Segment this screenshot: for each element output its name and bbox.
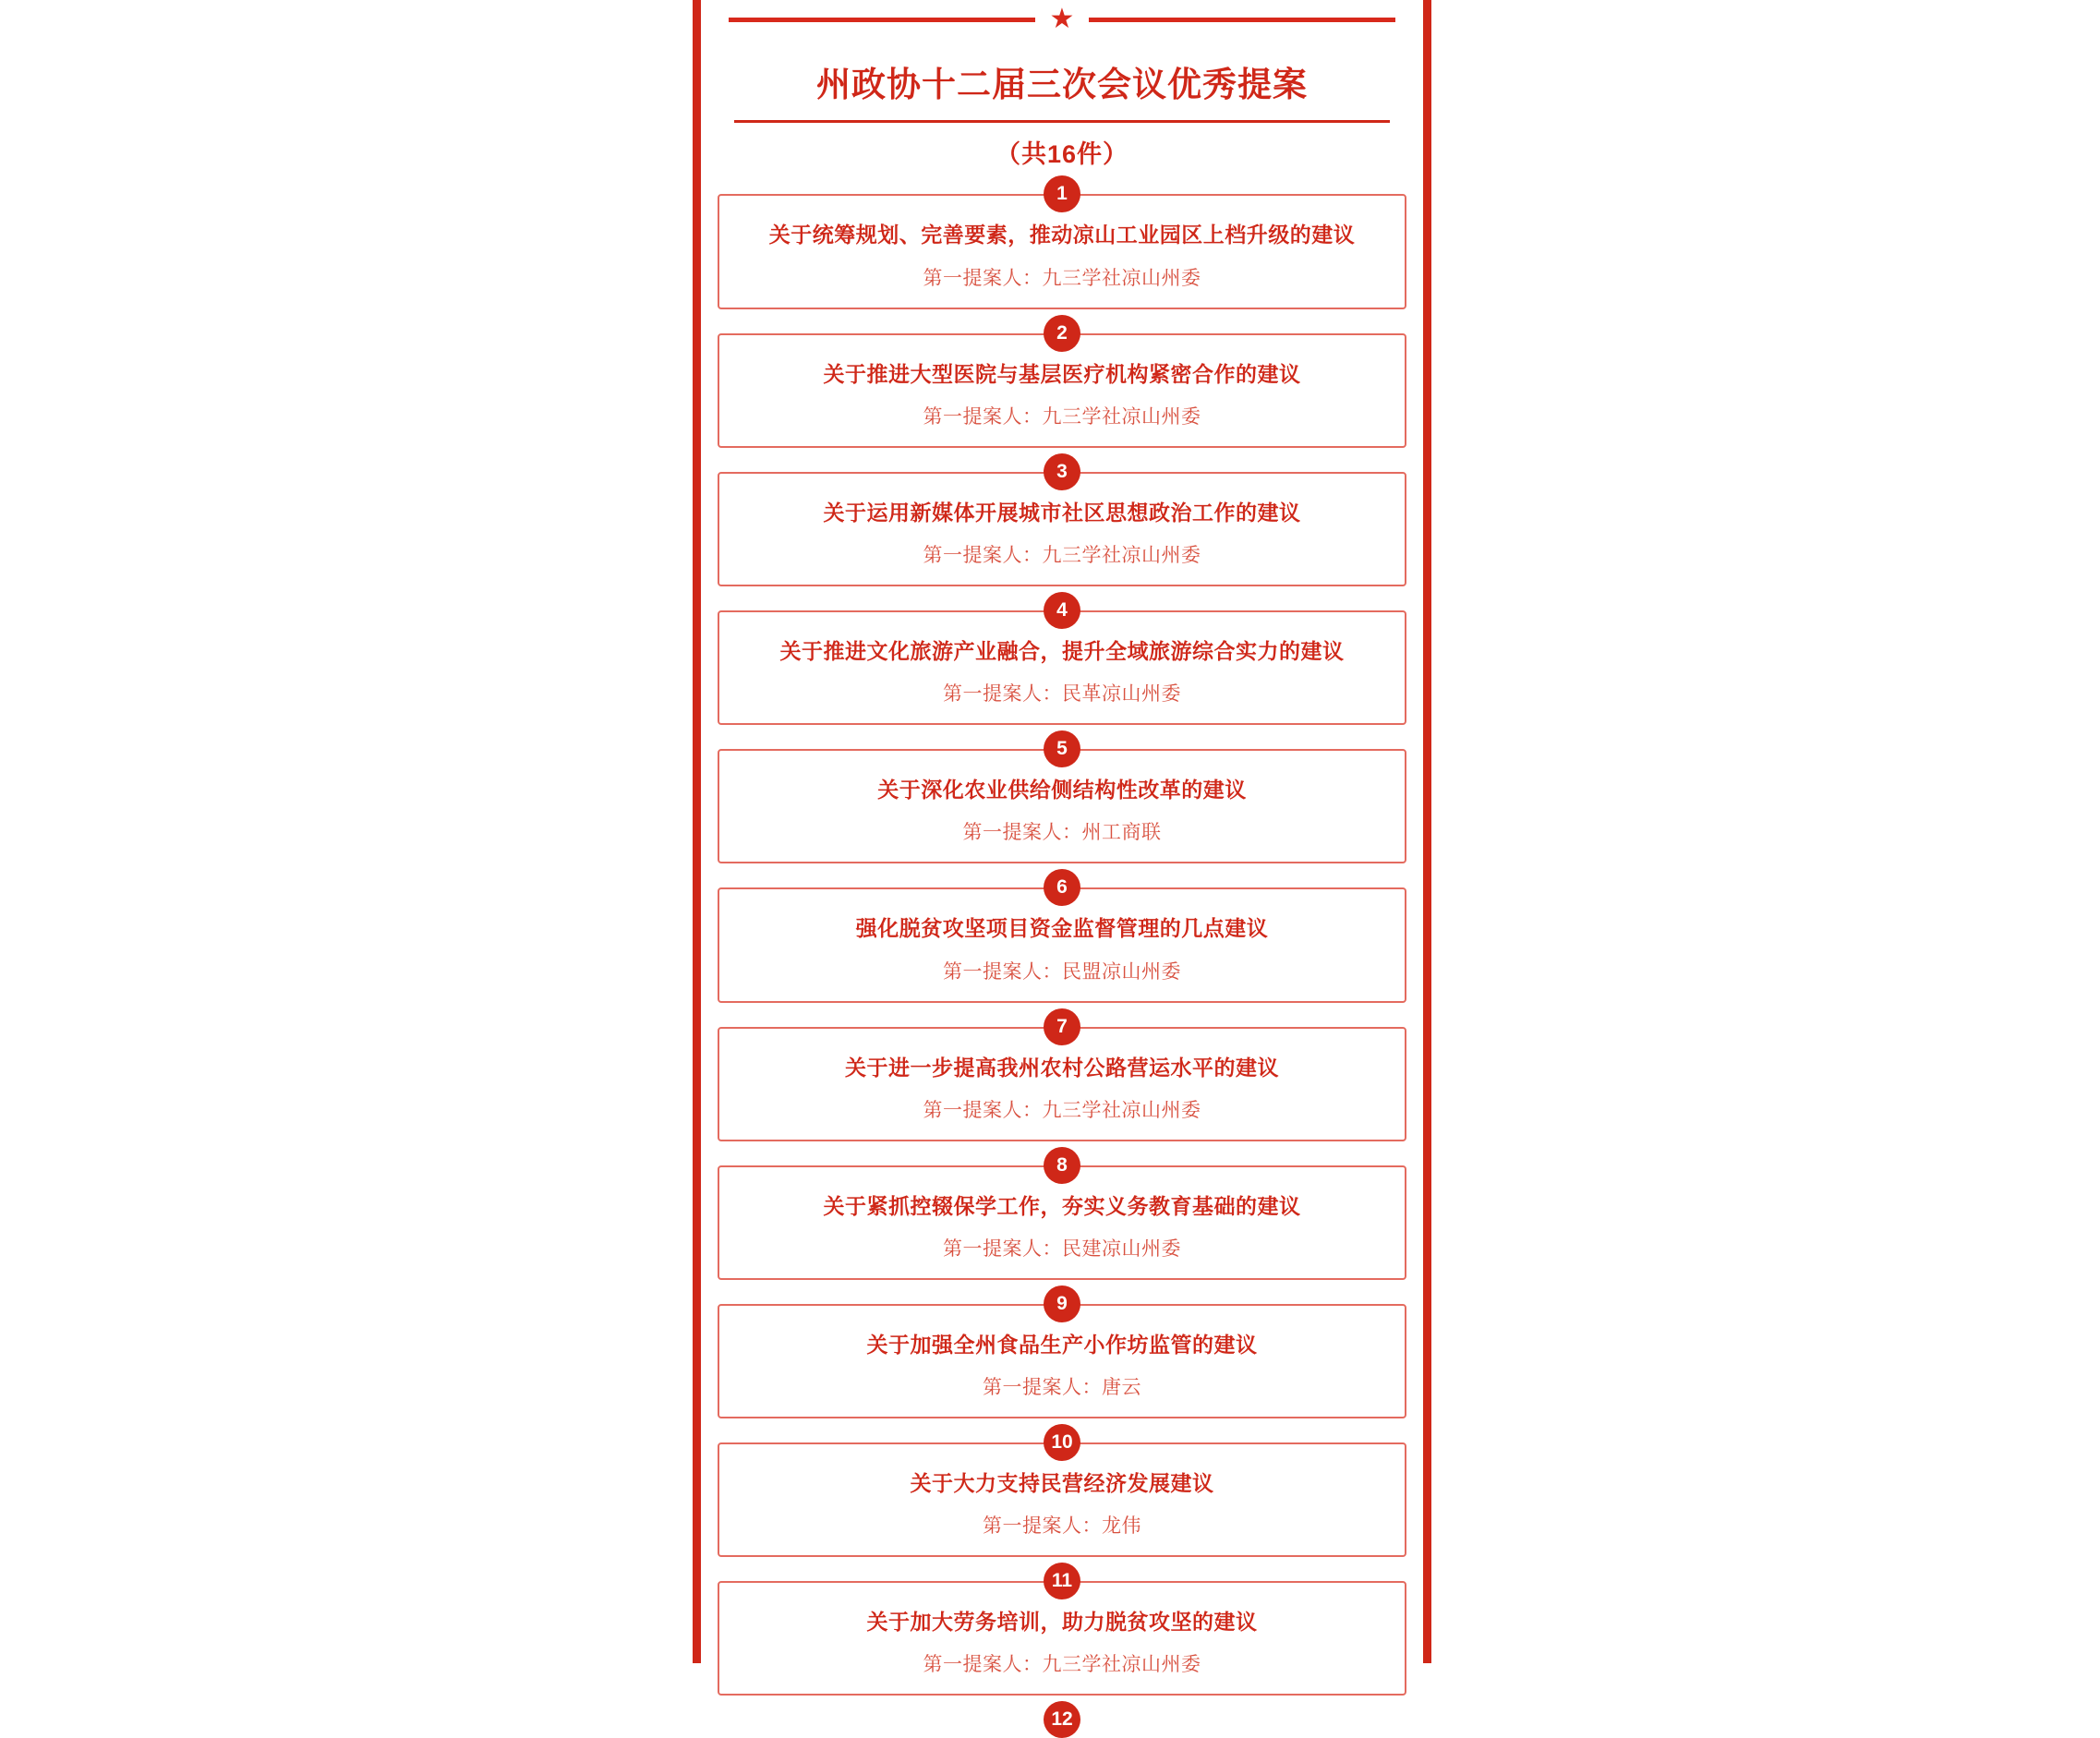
item-number-badge: 10 (1044, 1424, 1080, 1461)
list-item (718, 321, 1406, 448)
proposal-proposer: 第一提案人：民革凉山州委 (943, 683, 1181, 706)
poster-inner (701, 0, 1423, 1731)
divider-bar-right (1089, 18, 1395, 22)
star-icon: ★ (1049, 4, 1075, 34)
proposal-title: 关于深化农业供给侧结构性改革的建议 (877, 778, 1247, 803)
proposal-title: 关于进一步提高我州农村公路营运水平的建议 (845, 1055, 1279, 1080)
list-item (718, 738, 1406, 863)
proposal-title: 关于加强全州食品生产小作坊监管的建议 (866, 1332, 1258, 1357)
proposal-title: 关于紧抓控辍保学工作，夯实义务教育基础的建议 (823, 1193, 1301, 1218)
proposal-title: 关于统筹规划、完善要素，推动凉山工业园区上档升级的建议 (768, 223, 1356, 247)
proposal-proposer: 第一提案人：九三学社凉山州委 (923, 405, 1201, 428)
proposal-list (718, 183, 1406, 1731)
poster-column (693, 0, 1431, 1731)
top-divider (718, 0, 1406, 39)
item-number-badge: 4 (1044, 592, 1080, 629)
proposal-title: 关于运用新媒体开展城市社区思想政治工作的建议 (823, 500, 1301, 525)
list-item (718, 1431, 1406, 1557)
title-underline (734, 120, 1390, 123)
item-number-badge: 9 (1044, 1285, 1080, 1322)
list-item (718, 183, 1406, 308)
item-number-badge: 11 (1044, 1563, 1080, 1599)
list-item (718, 1153, 1406, 1280)
item-number-badge: 2 (1044, 315, 1080, 352)
proposal-proposer: 第一提案人：九三学社凉山州委 (923, 1654, 1201, 1676)
item-number-badge: 12 (1044, 1701, 1080, 1738)
list-item (718, 876, 1406, 1002)
proposal-title: 关于加大劳务培训，助力脱贫攻坚的建议 (866, 1610, 1258, 1635)
item-number-badge: 6 (1044, 869, 1080, 906)
list-item (718, 1292, 1406, 1418)
proposal-title: 关于推进大型医院与基层医疗机构紧密合作的建议 (823, 361, 1301, 386)
proposal-proposer: 第一提案人：九三学社凉山州委 (923, 267, 1201, 289)
item-number-badge: 5 (1044, 730, 1080, 767)
proposal-title: 关于大力支持民营经济发展建议 (910, 1471, 1214, 1496)
item-number-badge: 3 (1044, 453, 1080, 490)
proposal-proposer: 第一提案人：州工商联 (962, 822, 1162, 844)
item-number-badge: 1 (1044, 175, 1080, 212)
page-subtitle: （共16件） (995, 140, 1129, 169)
proposal-proposer: 第一提案人：九三学社凉山州委 (923, 544, 1201, 566)
list-item (718, 460, 1406, 586)
divider-bar-left (729, 18, 1035, 22)
proposal-proposer: 第一提案人：唐云 (983, 1377, 1141, 1399)
list-item (718, 1015, 1406, 1141)
proposal-proposer: 第一提案人：龙伟 (983, 1515, 1141, 1538)
list-item (718, 598, 1406, 725)
title-block (718, 65, 1406, 170)
proposal-proposer: 第一提案人：民盟凉山州委 (943, 960, 1181, 983)
proposal-title: 关于推进文化旅游产业融合，提升全域旅游综合实力的建议 (779, 638, 1345, 663)
item-number-badge: 7 (1044, 1008, 1080, 1045)
page-title: 州政协十二届三次会议优秀提案 (816, 66, 1308, 103)
proposal-proposer: 第一提案人：九三学社凉山州委 (923, 1099, 1201, 1121)
item-number-badge: 8 (1044, 1147, 1080, 1184)
proposal-proposer: 第一提案人：民建凉山州委 (943, 1237, 1181, 1260)
proposal-title: 强化脱贫攻坚项目资金监督管理的几点建议 (855, 916, 1269, 941)
list-item (718, 1570, 1406, 1696)
